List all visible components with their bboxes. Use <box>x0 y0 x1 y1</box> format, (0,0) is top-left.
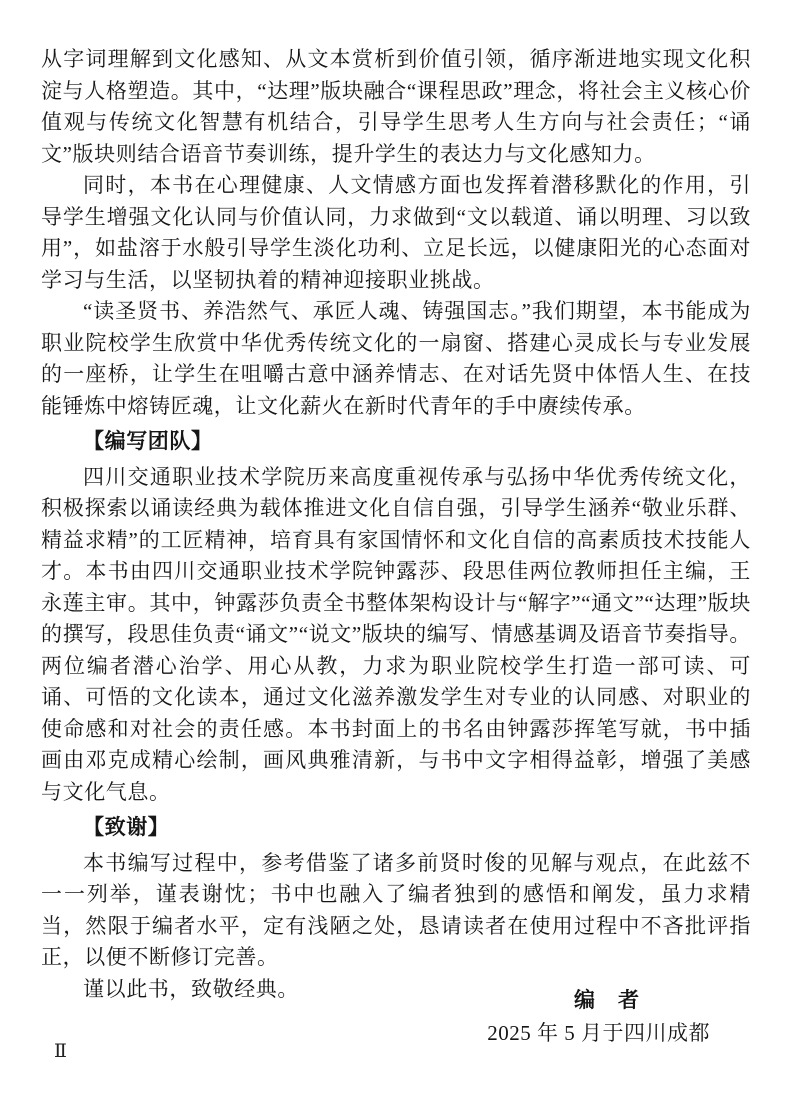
paragraph: “读圣贤书、养浩然气、承匠人魂、铸强国志。”我们期望，本书能成为职业院校学生欣赏中华优秀传统文化的一扇窗、搭建心灵成长与专业发展的一座桥，让学生在咀嚼古意中涵养情志、在对话先贤中体悟人生、在技能锤炼中熔铸匠魂，让文化薪火在新时代青年的手中赓续传承。 <box>41 299 751 418</box>
signature-author: 编 者 <box>574 989 640 1012</box>
page-body-text <box>41 44 751 1005</box>
paragraph-acknowledgements: 本书编写过程中，参考借鉴了诸多前贤时俊的见解与观点，在此兹不一一列举，谨表谢忱；书中也融入了编者独到的感悟和阐发，虽力求精当，然限于编者水平，定有浅陋之处，恳请读者在使用过程中不吝批评指正，以便不断修订完善。 <box>41 850 751 969</box>
paragraph: 同时，本书在心理健康、人文情感方面也发挥着潜移默化的作用，引导学生增强文化认同与价值认同，力求做到“文以载道、诵以明理、习以致用”，如盐溶于水般引导学生淡化功利、立足长远，以健康阳光的心态面对学习与生活，以坚韧执着的精神迎接职业挑战。 <box>41 173 751 292</box>
paragraph-continuation: 从字词理解到文化感知、从文本赏析到价值引领，循序渐进地实现文化积淀与人格塑造。其中，“达理”版块融合“课程思政”理念，将社会主义核心价值观与传统文化智慧有机结合，引导学生思考人生方向与社会责任；“诵文”版块则结合语音节奏训练，提升学生的表达力与文化感知力。 <box>41 47 751 166</box>
paragraph-closing-line: 谨以此书，致敬经典。 <box>83 976 299 1001</box>
section-heading-editorial-team: 【编写团队】 <box>83 430 213 453</box>
section-heading-acknowledgements: 【致谢】 <box>83 816 170 839</box>
page-number: Ⅱ <box>54 1041 67 1062</box>
signature-date: 2025 年 5 月于四川成都 <box>487 1021 710 1045</box>
signature-block <box>0 985 790 1049</box>
paragraph-editorial-team: 四川交通职业技术学院历来高度重视传承与弘扬中华优秀传统文化，积极探索以诵读经典为载体推进文化自信自强，引导学生涵养“敬业乐群、精益求精”的工匠精神，培育具有家国情怀和文化自信的高素质技术技能人才。本书由四川交通职业技术学院钟露莎、段思佳两位教师担任主编，王永莲主审。其中，钟露莎负责全书整体架构设计与“解字”“通文”“达理”版块的撰写，段思佳负责“诵文”“说文”版块的编写、情感基调及语音节奏指导。两位编者潜心治学、用心从教，力求为职业院校学生打造一部可读、可诵、可悟的文化读本，通过文化滋养激发学生对专业的认同感、对职业的使命感和对社会的责任感。本书封面上的书名由钟露莎挥笔写就，书中插画由邓克成精心绘制，画风典雅清新，与书中文字相得益彰，增强了美感与文化气息。 <box>41 464 751 804</box>
